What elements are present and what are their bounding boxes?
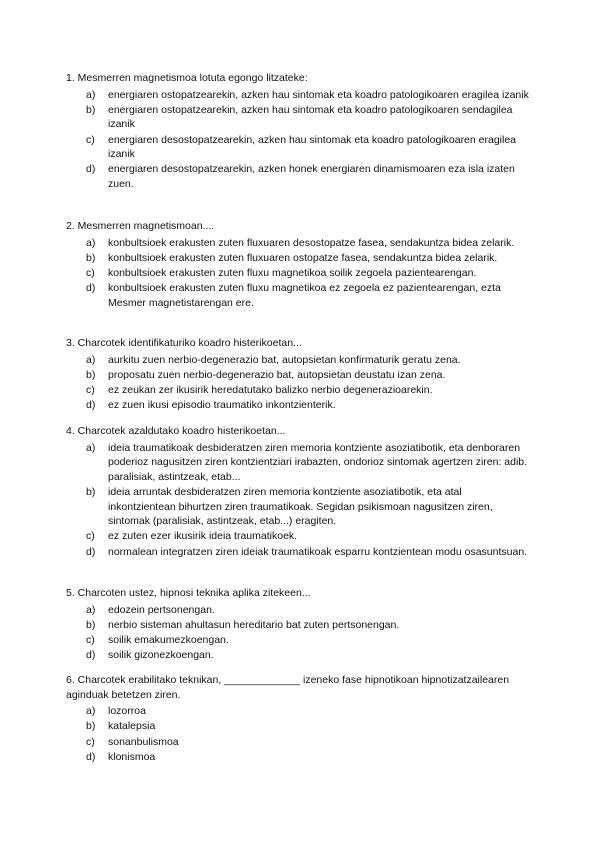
- options-list: [66, 603, 536, 663]
- option-d: [66, 545, 536, 560]
- option-letter: b): [86, 485, 96, 498]
- option-letter: b): [86, 368, 96, 381]
- option-text: edozein pertsonengan.: [108, 603, 215, 616]
- option-text: ideia arruntak desbideratzen ziren memoria kontziente asoziatibotik, eta atal inkontzientean bihurtzen ziren traumatikoak. Segidan psikismoan nagusitzen ziren, sintomak (paralisiak, astintzeak, etab...) eragiten.: [108, 485, 493, 528]
- question-6: [66, 673, 536, 765]
- option-c: [66, 633, 536, 648]
- options-list: [66, 704, 536, 764]
- option-letter: b): [86, 103, 96, 116]
- option-letter: b): [86, 618, 96, 631]
- option-letter: a): [86, 88, 96, 101]
- option-letter: b): [86, 720, 96, 733]
- option-text: soilik emakumezkoengan.: [108, 633, 229, 646]
- option-text: ez zuten ezer ikusirik ideia traumatikoek.: [108, 530, 298, 543]
- option-letter: c): [86, 735, 95, 748]
- option-text: ez zeukan zer ikusirik heredatutako balizko nerbio degenerazioarekin.: [108, 383, 433, 396]
- option-b: [66, 368, 536, 383]
- option-letter: c): [86, 383, 95, 396]
- option-d: [66, 750, 536, 765]
- option-b: [66, 618, 536, 633]
- option-d: [66, 162, 536, 191]
- option-a: [66, 704, 536, 719]
- option-c: [66, 266, 536, 281]
- option-a: [66, 353, 536, 368]
- option-letter: d): [86, 399, 96, 412]
- option-text: energiaren ostopatzearekin, azken hau sintomak eta koadro patologikoaren eragilea izanik: [108, 88, 529, 101]
- option-letter: c): [86, 266, 95, 279]
- option-c: [66, 735, 536, 750]
- option-letter: a): [86, 705, 96, 718]
- question-2: [66, 219, 536, 311]
- option-d: [66, 281, 536, 310]
- option-letter: c): [86, 133, 95, 146]
- option-letter: a): [86, 236, 96, 249]
- option-text: energiaren ostopatzearekin, azken hau sintomak eta koadro patologikoaren sendagilea izanik: [108, 103, 513, 131]
- options-list: [66, 236, 536, 311]
- option-b: [66, 251, 536, 266]
- options-list: [66, 441, 536, 560]
- option-text: aurkitu zuen nerbio-degenerazio bat, autopsietan konfirmaturik geratu zena.: [108, 353, 461, 366]
- question-3: [66, 336, 536, 413]
- option-c: [66, 383, 536, 398]
- option-letter: a): [86, 603, 96, 616]
- option-b: [66, 485, 536, 529]
- option-a: [66, 603, 536, 618]
- question-text: 1. Mesmerren magnetismoa lotuta egongo litzateke:: [66, 72, 308, 84]
- option-text: klonismoa: [108, 750, 156, 763]
- option-text: energiaren desostopatzearekin, azken hau sintomak eta koadro patologikoaren eragilea izanik: [108, 133, 517, 161]
- question-4: [66, 424, 536, 560]
- option-letter: a): [86, 441, 96, 454]
- option-text: soilik gizonezkoengan.: [108, 649, 214, 662]
- option-text: konbultsioek erakusten zuten fluxuaren ostopatze fasea, sendakuntza bidea zelarik.: [108, 251, 498, 264]
- option-letter: b): [86, 251, 96, 264]
- option-text: sonanbulismoa: [108, 735, 179, 748]
- options-list: [66, 353, 536, 413]
- option-a: [66, 441, 536, 485]
- option-letter: c): [86, 530, 95, 543]
- option-letter: a): [86, 353, 96, 366]
- question-1: [66, 71, 536, 192]
- option-a: [66, 88, 536, 103]
- question-5: [66, 586, 536, 663]
- option-letter: d): [86, 545, 96, 558]
- option-letter: d): [86, 282, 96, 295]
- option-letter: c): [86, 633, 95, 646]
- option-c: [66, 133, 536, 162]
- option-b: [66, 103, 536, 132]
- option-text: konbultsioek erakusten zuten fluxu magnetikoa soilik zegoela pazientearengan.: [108, 266, 477, 279]
- question-text: 3. Charcotek identifikaturiko koadro histerikoetan...: [66, 337, 302, 349]
- question-text: 6. Charcotek erabilitako teknikan, _____________ izeneko fase hipnotikoan hipnotizatzailearen aginduak betetzen ziren.: [66, 674, 510, 701]
- option-letter: d): [86, 163, 96, 176]
- option-text: konbultsioek erakusten zuten fluxuaren desostopatze fasea, sendakuntza bidea zelarik.: [108, 236, 515, 249]
- question-text: 4. Charcotek azaldutako koadro histerikoetan...: [66, 425, 286, 437]
- option-d: [66, 398, 536, 413]
- option-letter: d): [86, 750, 96, 763]
- question-text: 2. Mesmerren magnetismoan....: [66, 220, 215, 232]
- option-letter: d): [86, 649, 96, 662]
- option-text: proposatu zuen nerbio-degenerazio bat, autopsietan deustatu izan zena.: [108, 368, 446, 381]
- option-c: [66, 529, 536, 544]
- option-d: [66, 648, 536, 663]
- option-text: konbultsioek erakusten zuten fluxu magnetikoa ez zegoela ez pazientearengan, ezta Mesmer magnetistarengan ere.: [108, 282, 501, 309]
- option-text: normalean integratzen ziren ideiak traumatikoak esparru kontzientean modu osasuntsuan.: [108, 545, 528, 558]
- option-text: nerbio sisteman ahultasun hereditario bat zuten pertsonengan.: [108, 618, 400, 631]
- option-text: ez zuen ikusi episodio traumatiko inkontzienterik.: [108, 399, 336, 412]
- option-text: energiaren desostopatzearekin, azken honek energiaren dinamismoaren eza isla izaten zuen.: [108, 163, 515, 190]
- question-text: 5. Charcoten ustez, hipnosi teknika aplika zitekeen...: [66, 587, 311, 599]
- option-text: ideia traumatikoak desbideratzen ziren memoria kontziente asoziatibotik, eta denboraren poderioz nagusitzen ziren kontzientziari irabazten, ondorioz sintomak agertzen ziren: adib. paralisiak, astintzeak, etab...: [108, 441, 528, 483]
- option-a: [66, 236, 536, 251]
- option-text: katalepsia: [108, 720, 156, 733]
- options-list: [66, 88, 536, 192]
- option-b: [66, 719, 536, 734]
- option-text: lozorroa: [108, 705, 146, 718]
